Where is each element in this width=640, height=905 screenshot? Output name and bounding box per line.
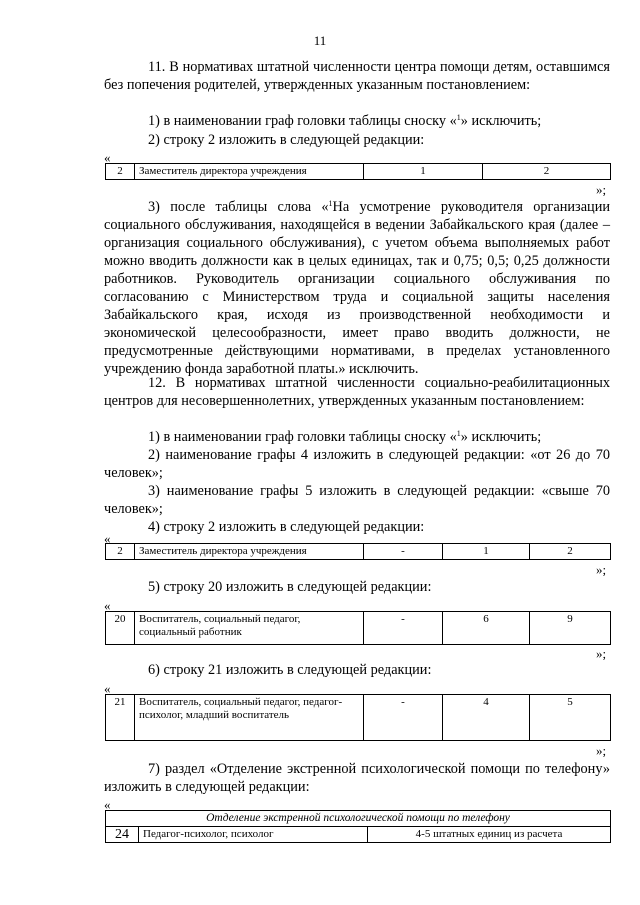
close-quote: »;	[596, 182, 607, 197]
table-row	[106, 544, 611, 560]
section-11-intro: 11. В нормативах штатной численности центра помощи детям, оставшимся без попечения родителей, утвержденных указанным постановлением:	[104, 59, 610, 93]
row-number: 2	[106, 544, 135, 560]
row-value-3: 2	[530, 544, 611, 560]
row-title: Заместитель директора учреждения	[135, 544, 364, 560]
row-number: 2	[106, 164, 135, 180]
table-row	[106, 827, 611, 843]
table-row	[106, 695, 611, 741]
row-value-1: -	[364, 544, 443, 560]
section-11-item-1: 1) в наименовании граф головки таблицы сноску «$^1$» исключить;	[148, 113, 542, 129]
section-12-item-7: 7) раздел «Отделение экстренной психологической помощи по телефону» изложить в следующей редакции:	[104, 761, 610, 795]
section-12-item-4: 4) строку 2 изложить в следующей редакции:	[148, 519, 425, 535]
row-title: Воспитатель, социальный педагог, педагог-психолог, младший воспитатель	[135, 695, 364, 741]
table-row	[106, 164, 611, 180]
table-row-2-s11	[105, 163, 611, 180]
row-number: 20	[106, 612, 135, 645]
row-number: 24	[106, 827, 139, 843]
row-value: 4-5 штатных единиц из расчета	[368, 827, 611, 843]
row-value-3: 9	[530, 612, 611, 645]
section-12-item-3: 3) наименование графы 5 изложить в следующей редакции: «свыше 70 человек»;	[104, 483, 610, 517]
row-value-1: 1	[364, 164, 483, 180]
close-quote: »;	[596, 562, 607, 577]
section-12-item-2: 2) наименование графы 4 изложить в следующей редакции: «от 26 до 70 человек»;	[104, 447, 610, 481]
table-row	[106, 612, 611, 645]
row-title: Воспитатель, социальный педагог, социальный работник	[135, 612, 364, 645]
close-quote: »;	[596, 743, 607, 758]
open-quote: «	[104, 531, 111, 546]
table-row	[106, 811, 611, 827]
section-12-item-1: 1) в наименовании граф головки таблицы сноску «$^1$» исключить;	[148, 429, 542, 445]
table-row-21	[105, 694, 611, 741]
table-section-hotline	[105, 810, 611, 843]
table-row-20	[105, 611, 611, 645]
row-title: Педагог-психолог, психолог	[139, 827, 368, 843]
row-value-2: 1	[443, 544, 530, 560]
section-12-item-5: 5) строку 20 изложить в следующей редакции:	[148, 579, 432, 595]
row-value-2: 4	[443, 695, 530, 741]
row-value-1: -	[364, 695, 443, 741]
row-number: 21	[106, 695, 135, 741]
row-value-3: 5	[530, 695, 611, 741]
section-11-item-2: 2) строку 2 изложить в следующей редакции:	[148, 132, 425, 148]
open-quote: «	[104, 797, 111, 812]
section-header: Отделение экстренной психологической помощи по телефону	[106, 811, 611, 827]
row-title: Заместитель директора учреждения	[135, 164, 364, 180]
table-row-2-s12	[105, 543, 611, 560]
section-12-item-6: 6) строку 21 изложить в следующей редакции:	[148, 662, 432, 678]
row-value-2: 6	[443, 612, 530, 645]
row-value-1: -	[364, 612, 443, 645]
row-value-2: 2	[483, 164, 611, 180]
section-12-intro: 12. В нормативах штатной численности социально-реабилитационных центров для несовершеннолетних, утвержденных указанным постановлением:	[104, 375, 610, 409]
page-number: 11	[313, 33, 327, 48]
close-quote: »;	[596, 646, 607, 661]
section-11-item-3: 3) после таблицы слова «$^1$На усмотрение руководителя организации социального обслуживания, находящейся в ведении Забайкальского края (далее – организация социального обслуживания), с учетом объема выполняемых работ можно вводить должности как в целых единицах, так и 0,75; 0,5; 0,25 должности работников. Руководитель организации социального обслуживания по согласованию с Министерством труда и социальной защиты населения Забайкальского края, исходя из производственной необходимости и экономической целесообразности, имеет право вводить должности, не предусмотренные действующими нормативами, в пределах установленного учреждению фонда заработной платы.» исключить.	[104, 199, 611, 377]
open-quote: «	[104, 150, 111, 165]
open-quote: «	[104, 598, 111, 613]
open-quote: «	[104, 681, 111, 696]
